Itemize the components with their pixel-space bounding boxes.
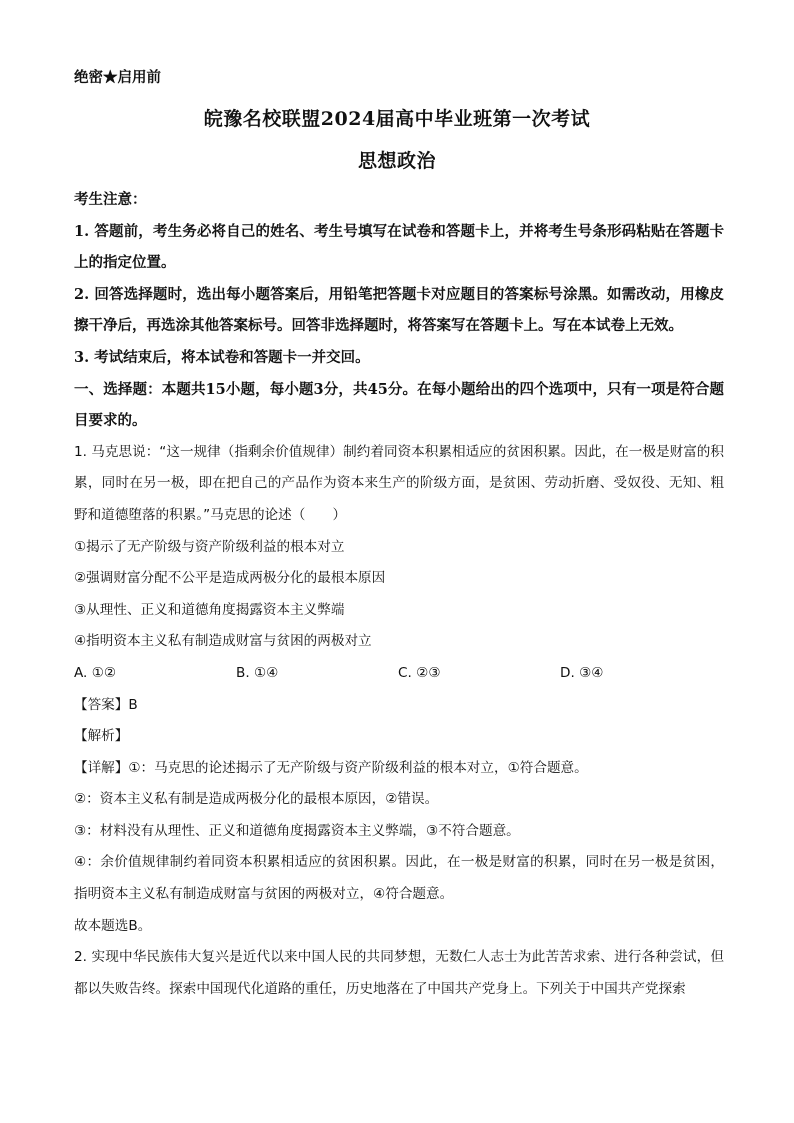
section-heading: 一、选择题：本题共15小题，每小题3分，共45分。在每小题给出的四个选项中，只有一项是符合题目要求的。	[74, 380, 724, 430]
detail-tag: 【详解】	[74, 759, 129, 776]
answer-tag: 【答案】	[74, 696, 129, 713]
notice-item: 2. 回答选择题时，选出每小题答案后，用铅笔把答题卡对应题目的答案标号涂黑。如需改动，用橡皮擦干净后，再选涂其他答案标号。回答非选择题时，将答案写在答题卡上。写在本试卷上无效。	[74, 285, 724, 335]
detail-line: ③：材料没有从理性、正义和道德角度揭露资本主义弊端，③不符合题意。	[74, 822, 520, 839]
notice-item: 3. 考试结束后，将本试卷和答题卡一并交回。	[74, 348, 370, 366]
detail-text: ①：马克思的论述揭示了无产阶级与资产阶级利益的根本对立，①符合题意。	[128, 759, 588, 776]
exam-body	[74, 184, 724, 1005]
notice-item: 1. 答题前，考生务必将自己的姓名、考生号填写在试卷和答题卡上，并将考生号条形码粘贴在答题卡上的指定位置。	[74, 222, 724, 272]
exam-title: 皖豫名校联盟2024届高中毕业班第一次考试	[203, 108, 591, 130]
answer-value: B	[128, 696, 138, 713]
detail-line: ②：资本主义私有制是造成两极分化的最根本原因，②错误。	[74, 791, 439, 808]
question-stem: 2. 实现中华民族伟大复兴是近代以来中国人民的共同梦想，无数仁人志士为此苦苦求索、进行各种尝试，但都以失败告终。探索中国现代化道路的重任，历史地落在了中国共产党身上。下列关于中国共产党探索	[74, 949, 724, 997]
conclusion: 故本题选B。	[74, 917, 152, 934]
statement: ①揭示了无产阶级与资产阶级利益的根本对立	[74, 538, 345, 555]
analysis-tag: 【解析】	[74, 728, 129, 745]
answer-line	[74, 690, 724, 722]
answer-options	[74, 658, 724, 690]
statement: ④指明资本主义私有制造成财富与贫困的两极对立	[74, 633, 372, 650]
confidential-label: 绝密★启用前	[74, 69, 161, 86]
detail-line: ④：余价值规律制约着同资本积累相适应的贫困积累。因此，在一极是财富的积累，同时在另一极是贫困，指明资本主义私有制造成财富与贫困的两极对立，④符合题意。	[74, 854, 724, 903]
detail-line	[74, 753, 724, 785]
option-b: B. ①④	[236, 664, 279, 681]
statement: ②强调财富分配不公平是造成两极分化的最根本原因	[74, 570, 386, 587]
subject-title: 思想政治	[357, 150, 436, 172]
question-stem: 1. 马克思说：“这一规律（指剩余价值规律）制约着同资本积累相适应的贫困积累。因此，在一极是财富的积累，同时在另一极，即在把自己的产品作为资本来生产的阶级方面，是贫困、劳动折磨、受奴役、无知、粗野和道德堕落的积累。”马克思的论述（ ）	[74, 443, 724, 523]
notice-heading: 考生注意：	[74, 191, 147, 208]
option-d: D. ③④	[560, 664, 604, 681]
option-c: C. ②③	[398, 664, 441, 681]
option-a: A. ①②	[74, 664, 117, 681]
statement: ③从理性、正义和道德角度揭露资本主义弊端	[74, 601, 345, 618]
